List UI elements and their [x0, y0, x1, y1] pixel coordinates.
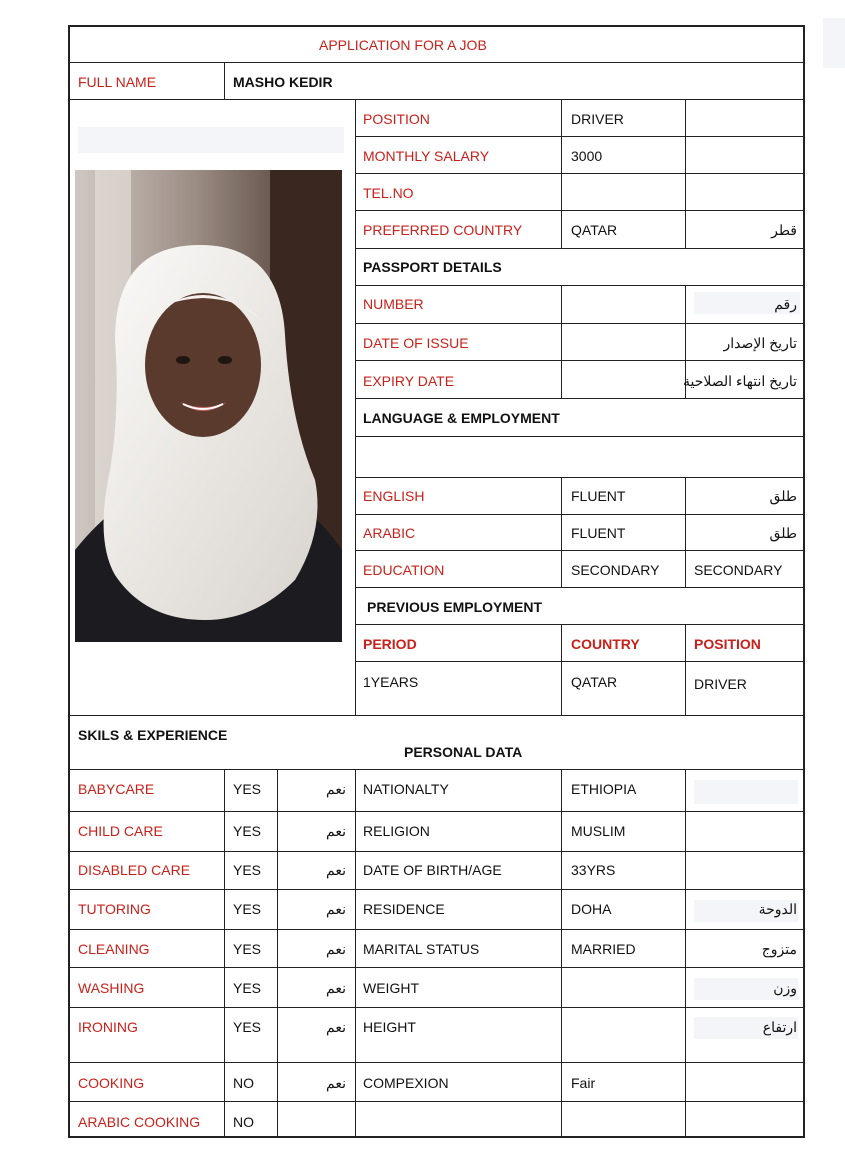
skill-value: YES	[233, 1019, 262, 1035]
personal-heading: PERSONAL DATA	[404, 744, 523, 760]
issue-date-arabic: تاريخ الإصدار	[723, 335, 797, 351]
skill-name: ARABIC COOKING	[78, 1114, 201, 1130]
skill-value: NO	[233, 1114, 254, 1130]
skill-arabic: نعم	[326, 901, 346, 917]
skill-arabic: نعم	[326, 781, 346, 797]
position-header: POSITION	[694, 636, 761, 652]
skill-arabic: نعم	[326, 980, 346, 996]
skill-arabic: نعم	[326, 1075, 346, 1091]
country-arabic: قطر	[771, 222, 797, 238]
skill-arabic: نعم	[326, 862, 346, 878]
issue-date-label: DATE OF ISSUE	[363, 335, 469, 351]
passport-number-label: NUMBER	[363, 296, 424, 312]
personal-label: RELIGION	[363, 823, 430, 839]
personal-value: Fair	[571, 1075, 596, 1091]
personal-value: ETHIOPIA	[571, 781, 637, 797]
skill-name: COOKING	[78, 1075, 145, 1091]
previous-heading: PREVIOUS EMPLOYMENT	[367, 599, 543, 615]
full-name-value: MASHO KEDIR	[233, 74, 333, 90]
tel-label: TEL.NO	[363, 185, 414, 201]
personal-label: DATE OF BIRTH/AGE	[363, 862, 502, 878]
english-arabic: طلق	[769, 488, 797, 504]
skill-arabic: نعم	[326, 1019, 346, 1035]
skill-value: YES	[233, 980, 262, 996]
arabic-arabic: طلق	[769, 525, 797, 541]
personal-label: WEIGHT	[363, 980, 419, 996]
expiry-date-label: EXPIRY DATE	[363, 373, 455, 389]
education-label: EDUCATION	[363, 562, 445, 578]
arabic-value: FLUENT	[571, 525, 626, 541]
form-title: APPLICATION FOR A JOB	[319, 37, 487, 53]
skill-value: YES	[233, 781, 262, 797]
skill-value: NO	[233, 1075, 254, 1091]
personal-arabic: وزن	[773, 980, 797, 996]
passport-heading: PASSPORT DETAILS	[363, 259, 502, 275]
skill-value: YES	[233, 941, 262, 957]
skill-name: BABYCARE	[78, 781, 155, 797]
period-header: PERIOD	[363, 636, 417, 652]
skill-name: TUTORING	[78, 901, 151, 917]
language-heading: LANGUAGE & EMPLOYMENT	[363, 410, 560, 426]
country-value: QATAR	[571, 222, 618, 238]
personal-value: DOHA	[571, 901, 612, 917]
country-label: PREFERRED COUNTRY	[363, 222, 523, 238]
skill-name: DISABLED CARE	[78, 862, 191, 878]
salary-value: 3000	[571, 148, 603, 164]
personal-arabic: متزوج	[761, 941, 797, 957]
personal-value: 33YRS	[571, 862, 616, 878]
prev-country-value: QATAR	[571, 674, 618, 690]
personal-arabic: الدوحة	[758, 901, 797, 917]
education-extra: SECONDARY	[694, 562, 783, 578]
position-value: DRIVER	[571, 111, 624, 127]
full-name-label: FULL NAME	[78, 74, 157, 90]
country-header: COUNTRY	[571, 636, 640, 652]
personal-value: MUSLIM	[571, 823, 626, 839]
skill-name: CHILD CARE	[78, 823, 163, 839]
english-label: ENGLISH	[363, 488, 425, 504]
personal-arabic: ارتفاع	[762, 1019, 797, 1035]
skill-name: CLEANING	[78, 941, 150, 957]
applicant-photo	[75, 170, 342, 642]
skill-value: YES	[233, 862, 262, 878]
position-label: POSITION	[363, 111, 430, 127]
personal-label: NATIONALTY	[363, 781, 449, 797]
education-value: SECONDARY	[571, 562, 660, 578]
personal-label: MARITAL STATUS	[363, 941, 480, 957]
passport-number-arabic: رقم	[774, 296, 797, 312]
skills-heading: SKILS & EXPERIENCE	[78, 727, 228, 743]
period-value: 1YEARS	[363, 674, 419, 690]
personal-label: RESIDENCE	[363, 901, 445, 917]
skill-name: WASHING	[78, 980, 145, 996]
skill-value: YES	[233, 901, 262, 917]
personal-value: MARRIED	[571, 941, 636, 957]
skill-value: YES	[233, 823, 262, 839]
corner-shade	[823, 18, 845, 68]
personal-label: HEIGHT	[363, 1019, 416, 1035]
personal-label: COMPEXION	[363, 1075, 449, 1091]
arabic-label: ARABIC	[363, 525, 416, 541]
english-value: FLUENT	[571, 488, 626, 504]
skill-arabic: نعم	[326, 941, 346, 957]
skill-arabic: نعم	[326, 823, 346, 839]
skill-name: IRONING	[78, 1019, 138, 1035]
salary-label: MONTHLY SALARY	[363, 148, 490, 164]
prev-position-value: DRIVER	[694, 676, 747, 692]
expiry-date-arabic: تاريخ انتهاء الصلاحية	[683, 373, 797, 389]
